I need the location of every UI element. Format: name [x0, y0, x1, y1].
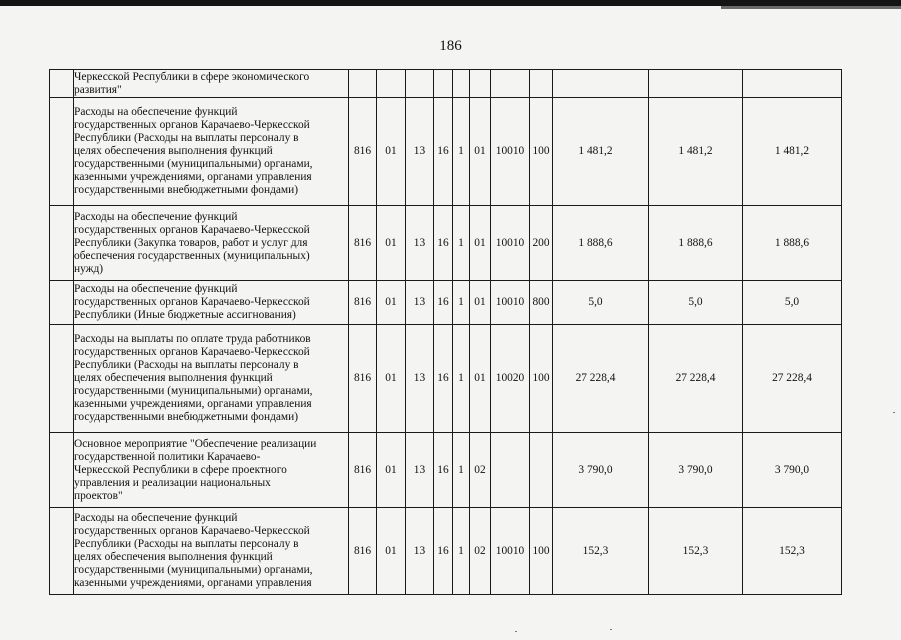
- row-number-cell: [50, 206, 74, 281]
- amount-year-2: 3 790,0: [649, 433, 743, 508]
- section-code: 01: [377, 508, 406, 595]
- description-line: нужд): [74, 262, 104, 275]
- page-number: 186: [439, 38, 462, 54]
- row-number-cell: [50, 508, 74, 595]
- row-number-cell: [50, 98, 74, 206]
- amount-year-3: 3 790,0: [743, 433, 842, 508]
- direction-code: 10010: [491, 98, 530, 206]
- expense-type-code: [530, 70, 553, 98]
- description-line: казенными учреждениями, органами управления: [74, 171, 312, 183]
- amount-year-3: 27 228,4: [743, 325, 842, 433]
- expense-type-code: 100: [530, 508, 553, 595]
- description-line: Республики (Расходы на выплаты персоналу в: [74, 359, 299, 371]
- description-line: Расходы на выплаты по оплате труда работников: [74, 333, 311, 345]
- table-row: [50, 281, 842, 325]
- description-line: государственными внебюджетными фондами): [74, 411, 299, 423]
- description-line: государственных органов Карачаево-Черкесской: [74, 525, 310, 537]
- direction-code: 10010: [491, 281, 530, 325]
- subsection-code: 13: [406, 508, 434, 595]
- event-code: 02: [470, 433, 491, 508]
- amount-year-1: 27 228,4: [553, 325, 649, 433]
- subsection-code: 13: [406, 325, 434, 433]
- description-line: обеспечения государственных (муниципальных): [74, 249, 310, 262]
- program-code: 16: [434, 433, 453, 508]
- description-line: Основное мероприятие "Обеспечение реализации: [74, 437, 317, 450]
- row-number-cell: [50, 325, 74, 433]
- subprogram-code: 1: [453, 206, 470, 281]
- description-line: государственных органов Карачаево-Черкесской: [74, 296, 310, 308]
- direction-code: 10010: [491, 508, 530, 595]
- description-line: Черкесской Республики в сфере экономического: [74, 70, 310, 83]
- direction-code: 10010: [491, 206, 530, 281]
- subprogram-code: 1: [453, 325, 470, 433]
- description-line: государственными внебюджетными фондами): [74, 184, 299, 196]
- description-line: целях обеспечения выполнения функций: [74, 145, 273, 157]
- expense-type-code: 800: [530, 281, 553, 325]
- direction-code: [491, 70, 530, 98]
- description-line: казенными учреждениями, органами управления: [74, 398, 312, 410]
- program-code: 16: [434, 325, 453, 433]
- expense-type-code: 100: [530, 325, 553, 433]
- subprogram-code: [453, 70, 470, 98]
- row-number-cell: [50, 281, 74, 325]
- subsection-code: 13: [406, 281, 434, 325]
- amount-year-2: 27 228,4: [649, 325, 743, 433]
- amount-year-1: 3 790,0: [553, 433, 649, 508]
- program-code: [434, 70, 453, 98]
- description-cell: [74, 508, 349, 595]
- subsection-code: [406, 70, 434, 98]
- row-number-cell: [50, 70, 74, 98]
- expense-type-code: [530, 433, 553, 508]
- section-code: 01: [377, 433, 406, 508]
- ministry-code: 816: [349, 98, 377, 206]
- description-cell: [74, 98, 349, 206]
- event-code: 01: [470, 206, 491, 281]
- subprogram-code: 1: [453, 281, 470, 325]
- event-code: [470, 70, 491, 98]
- amount-year-1: 1 888,6: [553, 206, 649, 281]
- description-line: государственными (муниципальными) органами,: [74, 564, 313, 576]
- amount-year-2: [649, 70, 743, 98]
- expense-type-code: 200: [530, 206, 553, 281]
- description-line: Расходы на обеспечение функций: [74, 106, 238, 118]
- description-line: Республики (Закупка товаров, работ и услуг для: [74, 236, 308, 249]
- subprogram-code: 1: [453, 433, 470, 508]
- budget-table: [49, 69, 842, 595]
- program-code: 16: [434, 281, 453, 325]
- amount-year-3: 1 481,2: [743, 98, 842, 206]
- description-line: целях обеспечения выполнения функций: [74, 551, 273, 563]
- subsection-code: 13: [406, 98, 434, 206]
- section-code: [377, 70, 406, 98]
- amount-year-1: 1 481,2: [553, 98, 649, 206]
- description-line: государственными (муниципальными) органами,: [74, 385, 313, 397]
- direction-code: 10020: [491, 325, 530, 433]
- program-code: 16: [434, 98, 453, 206]
- description-line: Расходы на обеспечение функций: [74, 210, 238, 223]
- description-cell: [74, 325, 349, 433]
- description-line: Черкесской Республики в сфере проектного: [74, 463, 287, 476]
- section-code: 01: [377, 98, 406, 206]
- scan-speck: [515, 631, 517, 632]
- amount-year-1: 152,3: [553, 508, 649, 595]
- subsection-code: 13: [406, 433, 434, 508]
- amount-year-3: 152,3: [743, 508, 842, 595]
- amount-year-2: 5,0: [649, 281, 743, 325]
- table-row: [50, 325, 842, 433]
- ministry-code: 816: [349, 325, 377, 433]
- ministry-code: 816: [349, 281, 377, 325]
- amount-year-2: 152,3: [649, 508, 743, 595]
- event-code: 02: [470, 508, 491, 595]
- ministry-code: 816: [349, 206, 377, 281]
- description-cell: [74, 70, 349, 98]
- description-line: Республики (Расходы на выплаты персоналу в: [74, 538, 299, 550]
- description-line: государственными (муниципальными) органами,: [74, 158, 313, 170]
- amount-year-1: [553, 70, 649, 98]
- description-line: Республики (Расходы на выплаты персоналу в: [74, 132, 299, 144]
- scan-speck: [610, 629, 612, 630]
- table-row: [50, 206, 842, 281]
- direction-code: [491, 433, 530, 508]
- description-line: государственных органов Карачаево-Черкесской: [74, 223, 310, 236]
- description-line: казенными учреждениями, органами управления: [74, 577, 312, 589]
- table-row: [50, 98, 842, 206]
- description-line: Республики (Иные бюджетные ассигнования): [74, 309, 296, 321]
- amount-year-3: [743, 70, 842, 98]
- event-code: 01: [470, 325, 491, 433]
- amount-year-3: 5,0: [743, 281, 842, 325]
- scan-top-edge-shadow: [721, 6, 901, 9]
- description-line: Расходы на обеспечение функций: [74, 512, 238, 524]
- ministry-code: 816: [349, 508, 377, 595]
- section-code: 01: [377, 325, 406, 433]
- event-code: 01: [470, 281, 491, 325]
- amount-year-2: 1 481,2: [649, 98, 743, 206]
- section-code: 01: [377, 281, 406, 325]
- description-line: Расходы на обеспечение функций: [74, 283, 238, 295]
- row-number-cell: [50, 433, 74, 508]
- event-code: 01: [470, 98, 491, 206]
- expense-type-code: 100: [530, 98, 553, 206]
- subprogram-code: 1: [453, 508, 470, 595]
- table-row: [50, 508, 842, 595]
- ministry-code: 816: [349, 433, 377, 508]
- description-line: целях обеспечения выполнения функций: [74, 372, 273, 384]
- scan-speck: [893, 412, 895, 413]
- description-line: проектов": [74, 489, 123, 502]
- description-line: государственных органов Карачаево-Черкесской: [74, 119, 310, 131]
- table-row: [50, 433, 842, 508]
- description-line: управления и реализации национальных: [74, 476, 271, 489]
- subsection-code: 13: [406, 206, 434, 281]
- description-cell: [74, 281, 349, 325]
- amount-year-3: 1 888,6: [743, 206, 842, 281]
- description-line: государственной политики Карачаево-: [74, 450, 261, 463]
- description-cell: [74, 206, 349, 281]
- program-code: 16: [434, 508, 453, 595]
- description-line: государственных органов Карачаево-Черкесской: [74, 346, 310, 358]
- amount-year-1: 5,0: [553, 281, 649, 325]
- ministry-code: [349, 70, 377, 98]
- table-row: [50, 70, 842, 98]
- subprogram-code: 1: [453, 98, 470, 206]
- amount-year-2: 1 888,6: [649, 206, 743, 281]
- description-cell: [74, 433, 349, 508]
- description-line: развития": [74, 83, 122, 96]
- section-code: 01: [377, 206, 406, 281]
- program-code: 16: [434, 206, 453, 281]
